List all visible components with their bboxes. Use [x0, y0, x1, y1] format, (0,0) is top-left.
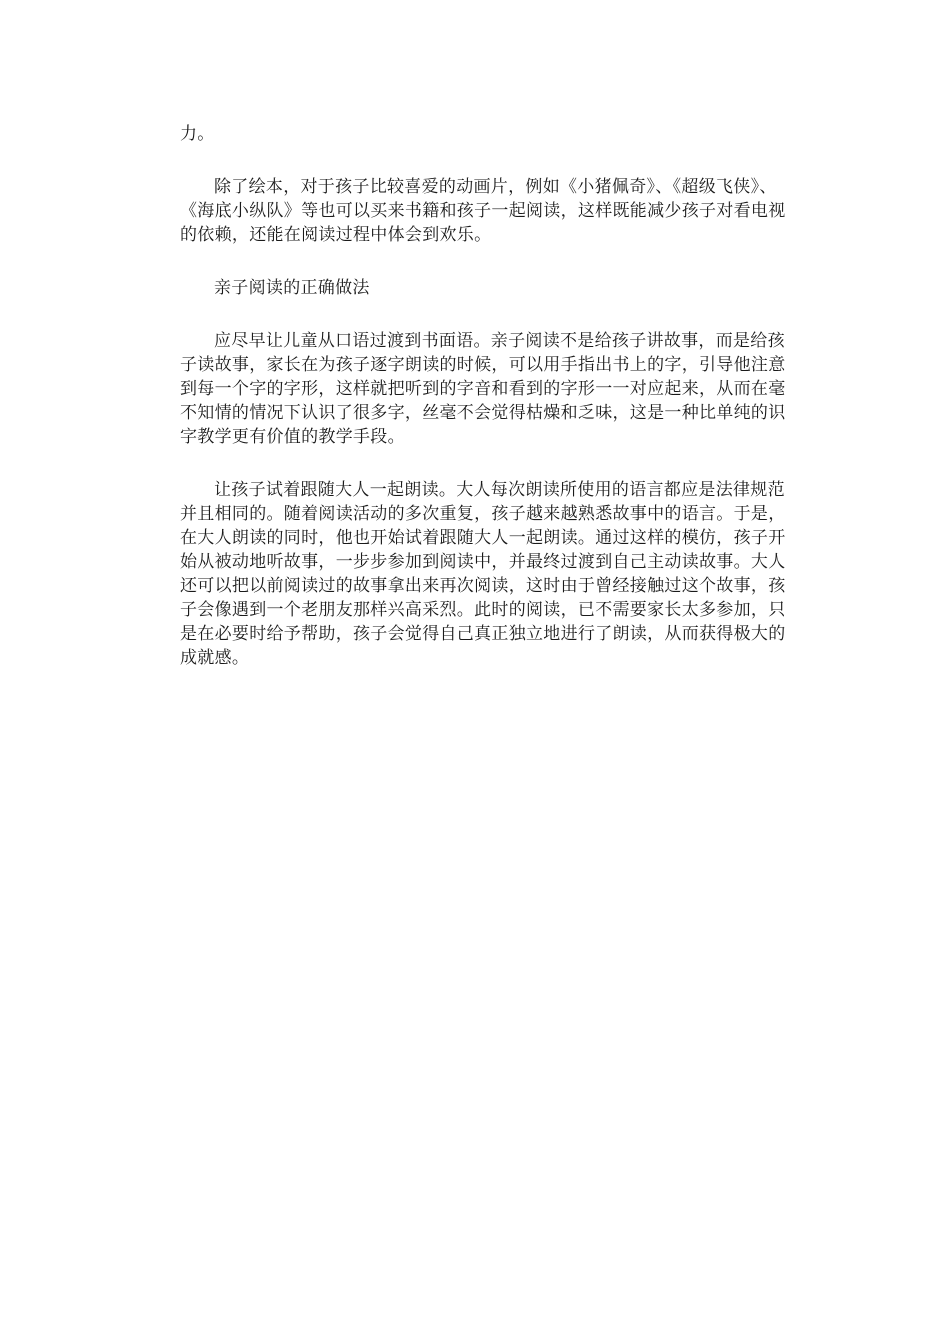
text-line: 始从被动地听故事，一步步参加到阅读中，并最终过渡到自己主动读故事。大人: [180, 552, 786, 572]
paragraph-gap: [180, 247, 774, 276]
paragraph-written-language: [180, 329, 786, 449]
text-line: 应尽早让儿童从口语过渡到书面语。亲子阅读不是给孩子讲故事，而是给孩: [214, 331, 785, 351]
text-line: 是在必要时给予帮助，孩子会觉得自己真正独立地进行了朗读，从而获得极大的: [180, 624, 786, 644]
text-line: 并且相同的。随着阅读活动的多次重复，孩子越来越熟悉故事中的语言。于是，: [180, 504, 786, 524]
text-line: 《海底小纵队》等也可以买来书籍和孩子一起阅读，这样既能减少孩子对看电视: [180, 201, 786, 221]
paragraph-gap: [180, 146, 774, 175]
text-line: 的依赖，还能在阅读过程中体会到欢乐。: [180, 225, 492, 245]
text-line: 在大人朗读的同时，他也开始试着跟随大人一起朗读。通过这样的模仿，孩子开: [180, 528, 786, 548]
section-heading: [180, 276, 774, 300]
text-line: 还可以把以前阅读过的故事拿出来再次阅读，这时由于曾经接触过这个故事，孩: [180, 576, 786, 596]
text-line: 到每一个字的字形，这样就把听到的字音和看到的字形一一对应起来，从而在毫: [180, 379, 786, 399]
text-line: 除了绘本，对于孩子比较喜爱的动画片，例如《小猪佩奇》、《超级飞侠》、: [214, 177, 777, 197]
text-line: 让孩子试着跟随大人一起朗读。大人每次朗读所使用的语言都应是法律规范: [214, 480, 785, 500]
text-line: 子读故事，家长在为孩子逐字朗读的时候，可以用手指出书上的字，引导他注意: [180, 355, 786, 375]
paragraph-continuation: [180, 122, 774, 146]
paragraph-gap: [180, 300, 774, 329]
text-line: 不知情的情况下认识了很多字，丝毫不会觉得枯燥和乏味，这是一种比单纯的识: [180, 403, 786, 423]
text-line: 子会像遇到一个老朋友那样兴高采烈。此时的阅读，已不需要家长太多参加，只: [180, 600, 786, 620]
paragraph-read-along: [180, 478, 786, 670]
text-line: 成就感。: [180, 648, 250, 668]
text-line: 力。: [180, 124, 215, 144]
heading-text: 亲子阅读的正确做法: [214, 278, 370, 298]
document-body: [180, 122, 786, 670]
text-line: 字教学更有价值的教学手段。: [180, 427, 405, 447]
paragraph-cartoons: [180, 175, 786, 247]
paragraph-gap: [180, 449, 774, 478]
